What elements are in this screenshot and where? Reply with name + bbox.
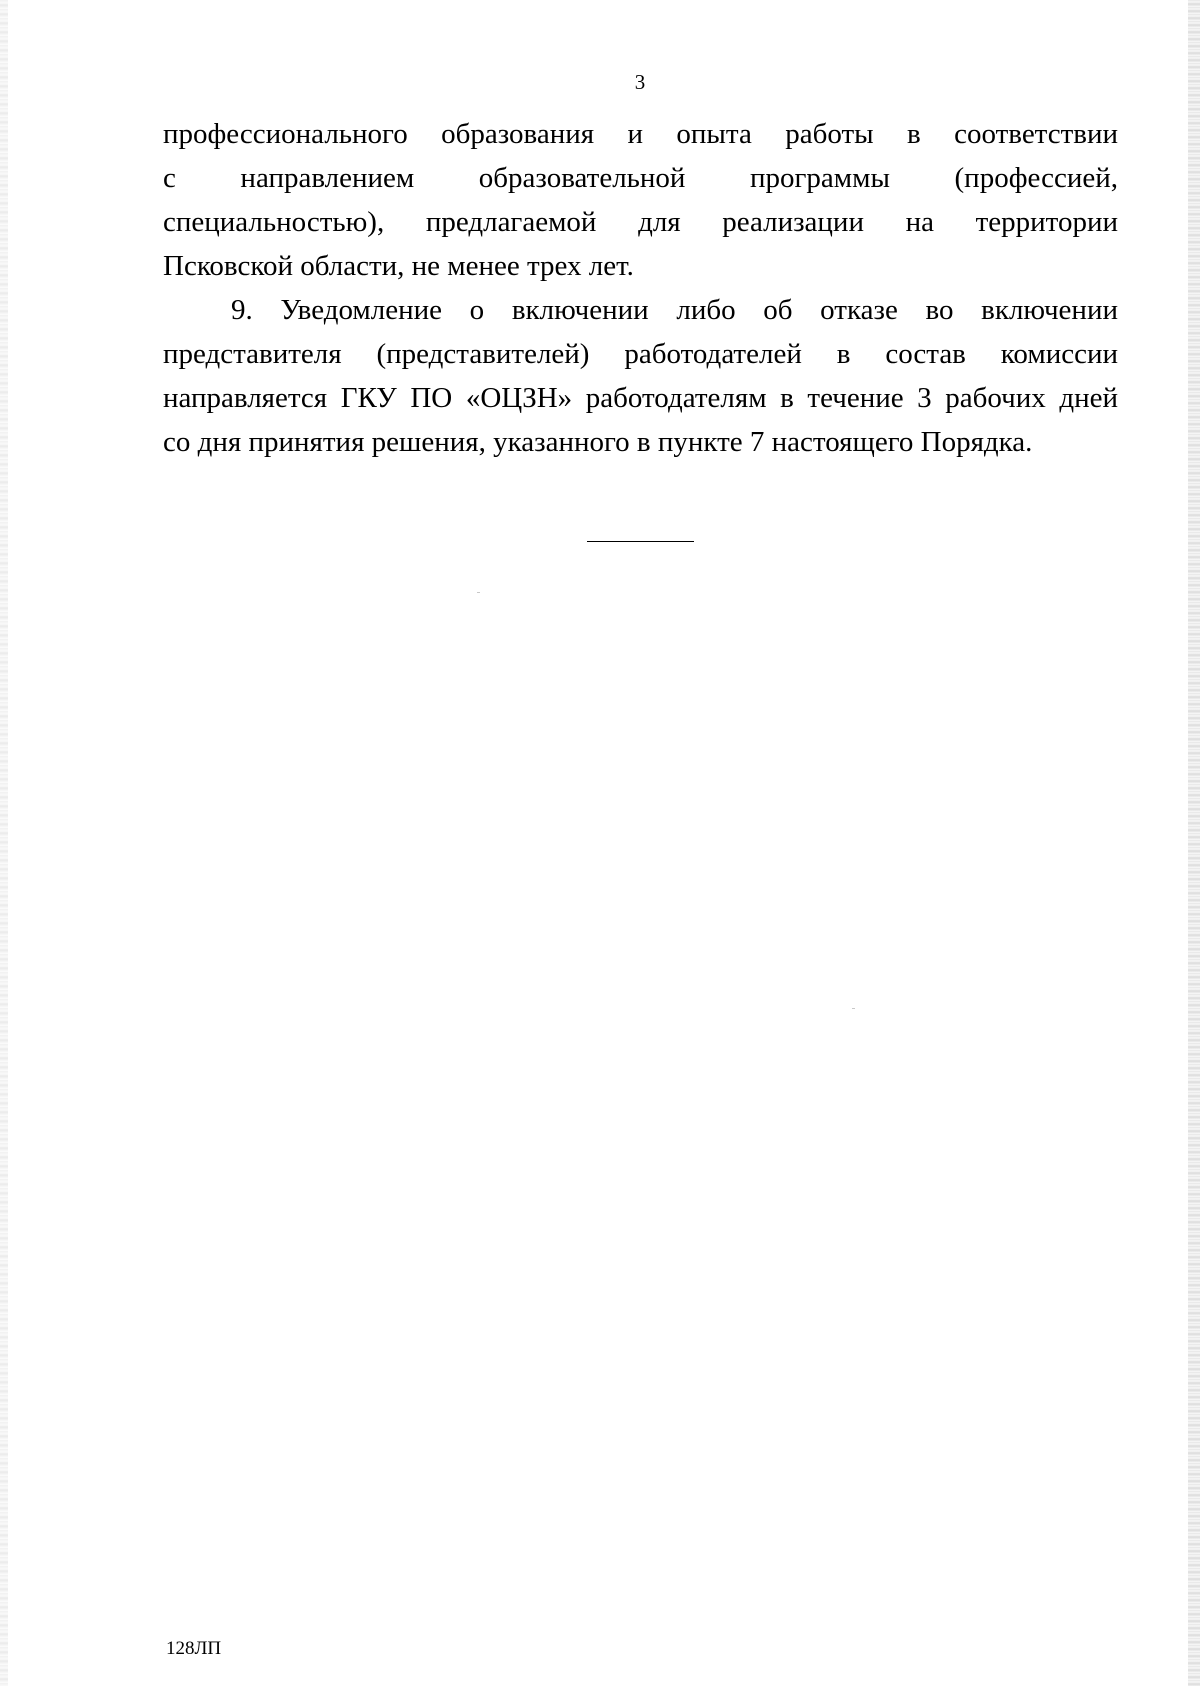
paragraph-2-line-3: направляется ГКУ ПО «ОЦЗН» работодателям в течение 3 рабочих дней — [163, 382, 1118, 414]
paragraph-2-line-1: 9. Уведомление о включении либо об отказе во включении — [231, 294, 1118, 326]
paragraph-2-line-4: со дня принятия решения, указанного в пункте 7 настоящего Порядка. — [163, 426, 1033, 458]
paragraph-1-line-1: профессионального образования и опыта работы в соответствии — [163, 118, 1118, 150]
paragraph-2-line-2: представителя (представителей) работодателей в состав комиссии — [163, 338, 1118, 370]
page-number: 3 — [634, 70, 646, 94]
scan-speck — [852, 1008, 855, 1009]
scan-edge-left — [0, 0, 8, 1686]
paragraph-1-line-2: с направлением образовательной программы (профессией, — [163, 162, 1118, 194]
end-separator-line — [587, 541, 694, 542]
footer-document-code: 128ЛП — [166, 1638, 222, 1659]
document-body — [163, 112, 1118, 464]
scan-speck — [477, 592, 480, 593]
scan-edge-right — [1188, 0, 1200, 1686]
paragraph-1-line-3: специальностью), предлагаемой для реализации на территории — [163, 206, 1118, 238]
paragraph-1-line-4: Псковской области, не менее трех лет. — [163, 250, 634, 282]
